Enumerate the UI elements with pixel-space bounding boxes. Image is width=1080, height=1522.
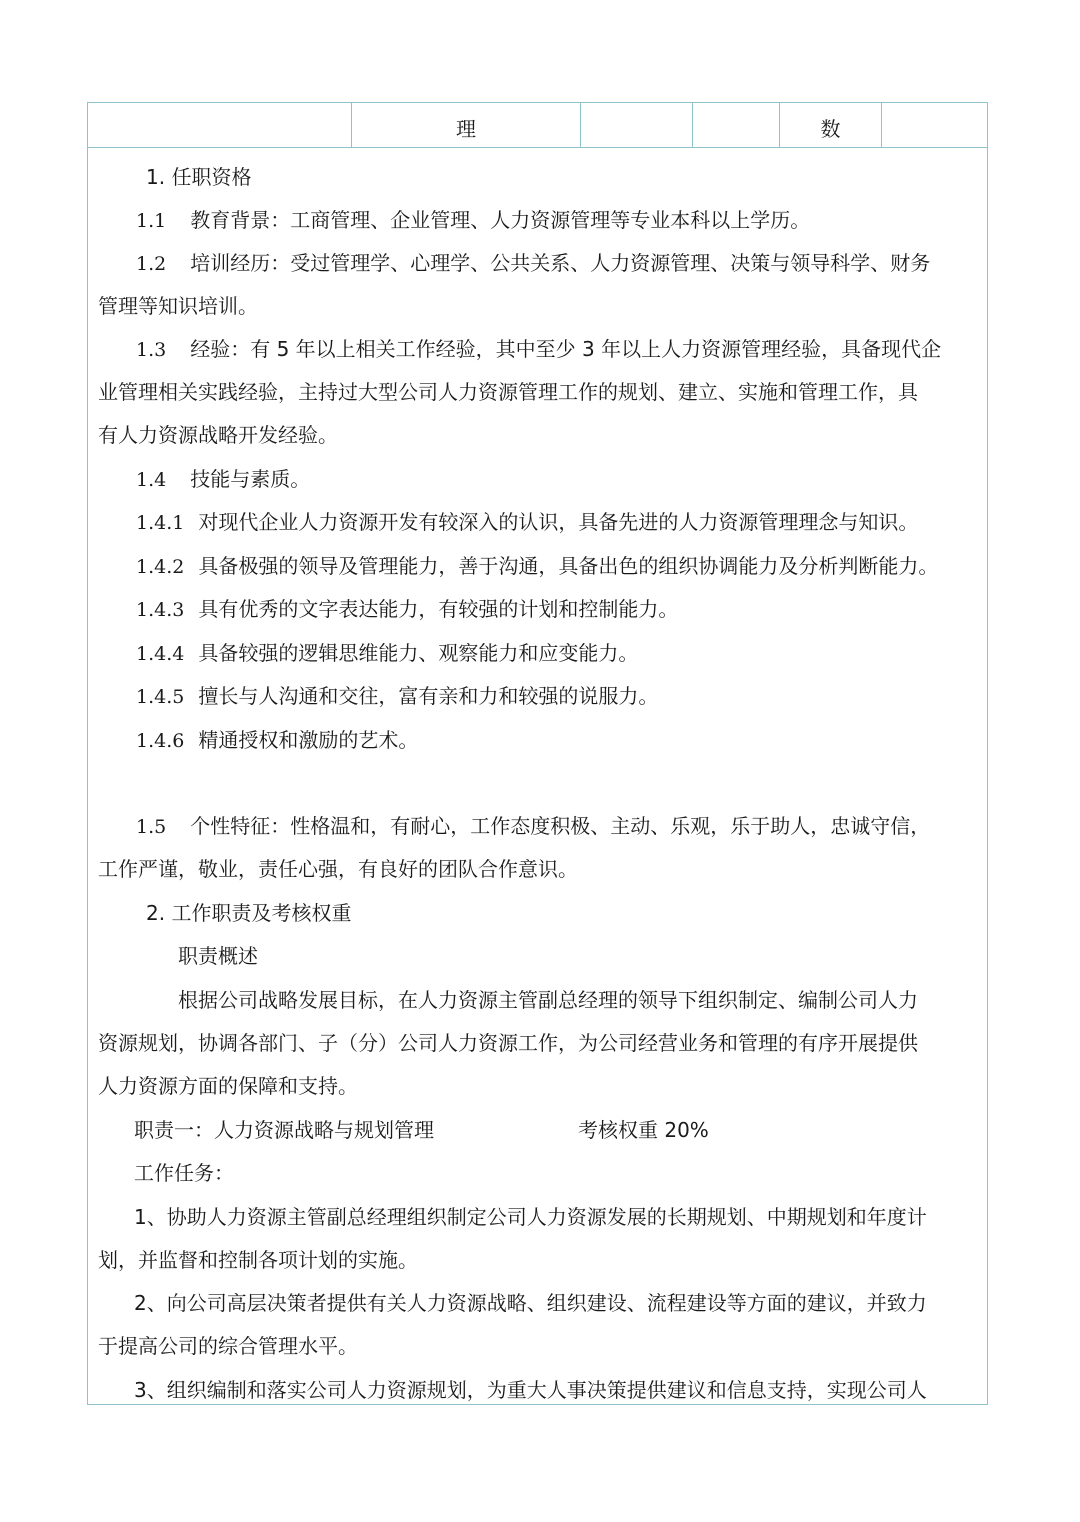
item-text: 对现代企业人力资源开发有较深入的认识，具备先进的人力资源管理理念与知识。	[198, 510, 919, 534]
overview-title: 职责概述	[178, 944, 258, 968]
item-1-1	[136, 199, 810, 243]
item-text: 教育背景：工商管理、企业管理、人力资源管理等专业本科以上学历。	[190, 208, 811, 232]
item-1-5-continued: 工作严谨，敬业，责任心强，有良好的团队合作意识。	[98, 857, 578, 881]
item-1-5	[136, 805, 930, 849]
item-number: 1.4.4	[136, 643, 185, 665]
item-1-2-continued: 管理等知识培训。	[98, 294, 258, 318]
item-text: 具有优秀的文字表达能力，有较强的计划和控制能力。	[198, 597, 679, 621]
item-1-3-continued: 业管理相关实践经验，主持过大型公司人力资源管理工作的规划、建立、实施和管理工作，具	[98, 380, 918, 404]
item-text: 技能与素质。	[190, 467, 311, 491]
item-number: 1.4.3	[136, 599, 185, 621]
document-table	[87, 102, 988, 1405]
item-number: 1.4	[136, 469, 167, 491]
tasks-label: 工作任务：	[134, 1161, 234, 1185]
header-cell-3	[692, 103, 779, 147]
overview-line-1: 根据公司战略发展目标，在人力资源主管副总经理的领导下组织制定、编制公司人力	[178, 988, 918, 1012]
item-1-3-continued-2: 有人力资源战略开发经验。	[98, 423, 338, 447]
item-1-3	[136, 328, 941, 372]
overview-line-2: 资源规划，协调各部门、子（分）公司人力资源工作，为公司经营业务和管理的有序开展提供	[98, 1031, 918, 1055]
item-number: 1.5	[136, 816, 167, 838]
item-text: 精通授权和激励的艺术。	[198, 728, 419, 752]
task-3-line-1: 3、组织编制和落实公司人力资源规划，为重大人事决策提供建议和信息支持，实现公司人	[134, 1378, 927, 1402]
item-number: 1.4.6	[136, 730, 185, 752]
item-number: 1.1	[136, 210, 167, 232]
item-text: 经验：有 5 年以上相关工作经验，其中至少 3 年以上人力资源管理经验，具备现代企	[190, 337, 942, 361]
item-text: 具备极强的领导及管理能力，善于沟通，具备出色的组织协调能力及分析判断能力。	[198, 554, 939, 578]
item-1-4-4	[136, 632, 638, 676]
task-1-line-1: 1、协助人力资源主管副总经理组织制定公司人力资源发展的长期规划、中期规划和年度计	[134, 1205, 927, 1229]
duty-1-label: 职责一：人力资源战略与规划管理	[134, 1118, 434, 1142]
overview-line-3: 人力资源方面的保障和支持。	[98, 1074, 358, 1098]
section-1-title: 1. 任职资格	[146, 165, 252, 189]
task-1-line-2: 划，并监督和控制各项计划的实施。	[98, 1248, 418, 1272]
item-1-4-6	[136, 719, 418, 763]
section-2-title: 2. 工作职责及考核权重	[146, 901, 352, 925]
task-2-line-2: 于提高公司的综合管理水平。	[98, 1334, 358, 1358]
item-text: 个性特征：性格温和，有耐心，工作态度积极、主动、乐观，乐于助人，忠诚守信，	[190, 814, 931, 838]
item-text: 擅长与人沟通和交往，富有亲和力和较强的说服力。	[198, 684, 659, 708]
item-1-2	[136, 242, 930, 286]
item-text: 培训经历：受过管理学、心理学、公共关系、人力资源管理、决策与领导科学、财务	[190, 251, 931, 275]
item-text: 具备较强的逻辑思维能力、观察能力和应变能力。	[198, 641, 639, 665]
item-number: 1.4.2	[136, 556, 185, 578]
task-2-line-1: 2、向公司高层决策者提供有关人力资源战略、组织建设、流程建设等方面的建议，并致力	[134, 1291, 927, 1315]
item-1-4-1	[136, 501, 918, 545]
item-number: 1.2	[136, 253, 167, 275]
item-1-4-3	[136, 588, 678, 632]
item-1-4-2	[136, 545, 938, 589]
item-number: 1.4.5	[136, 686, 185, 708]
item-number: 1.4.1	[136, 512, 185, 534]
table-header-row	[88, 103, 987, 148]
header-cell-1: 理	[351, 103, 580, 147]
header-cell-4: 数	[779, 103, 881, 147]
header-cell-2	[580, 103, 692, 147]
item-1-4-5	[136, 675, 658, 719]
item-1-4	[136, 458, 310, 502]
duty-1-weight: 考核权重 20%	[578, 1118, 709, 1142]
header-cell-5	[881, 103, 988, 147]
item-number: 1.3	[136, 339, 167, 361]
